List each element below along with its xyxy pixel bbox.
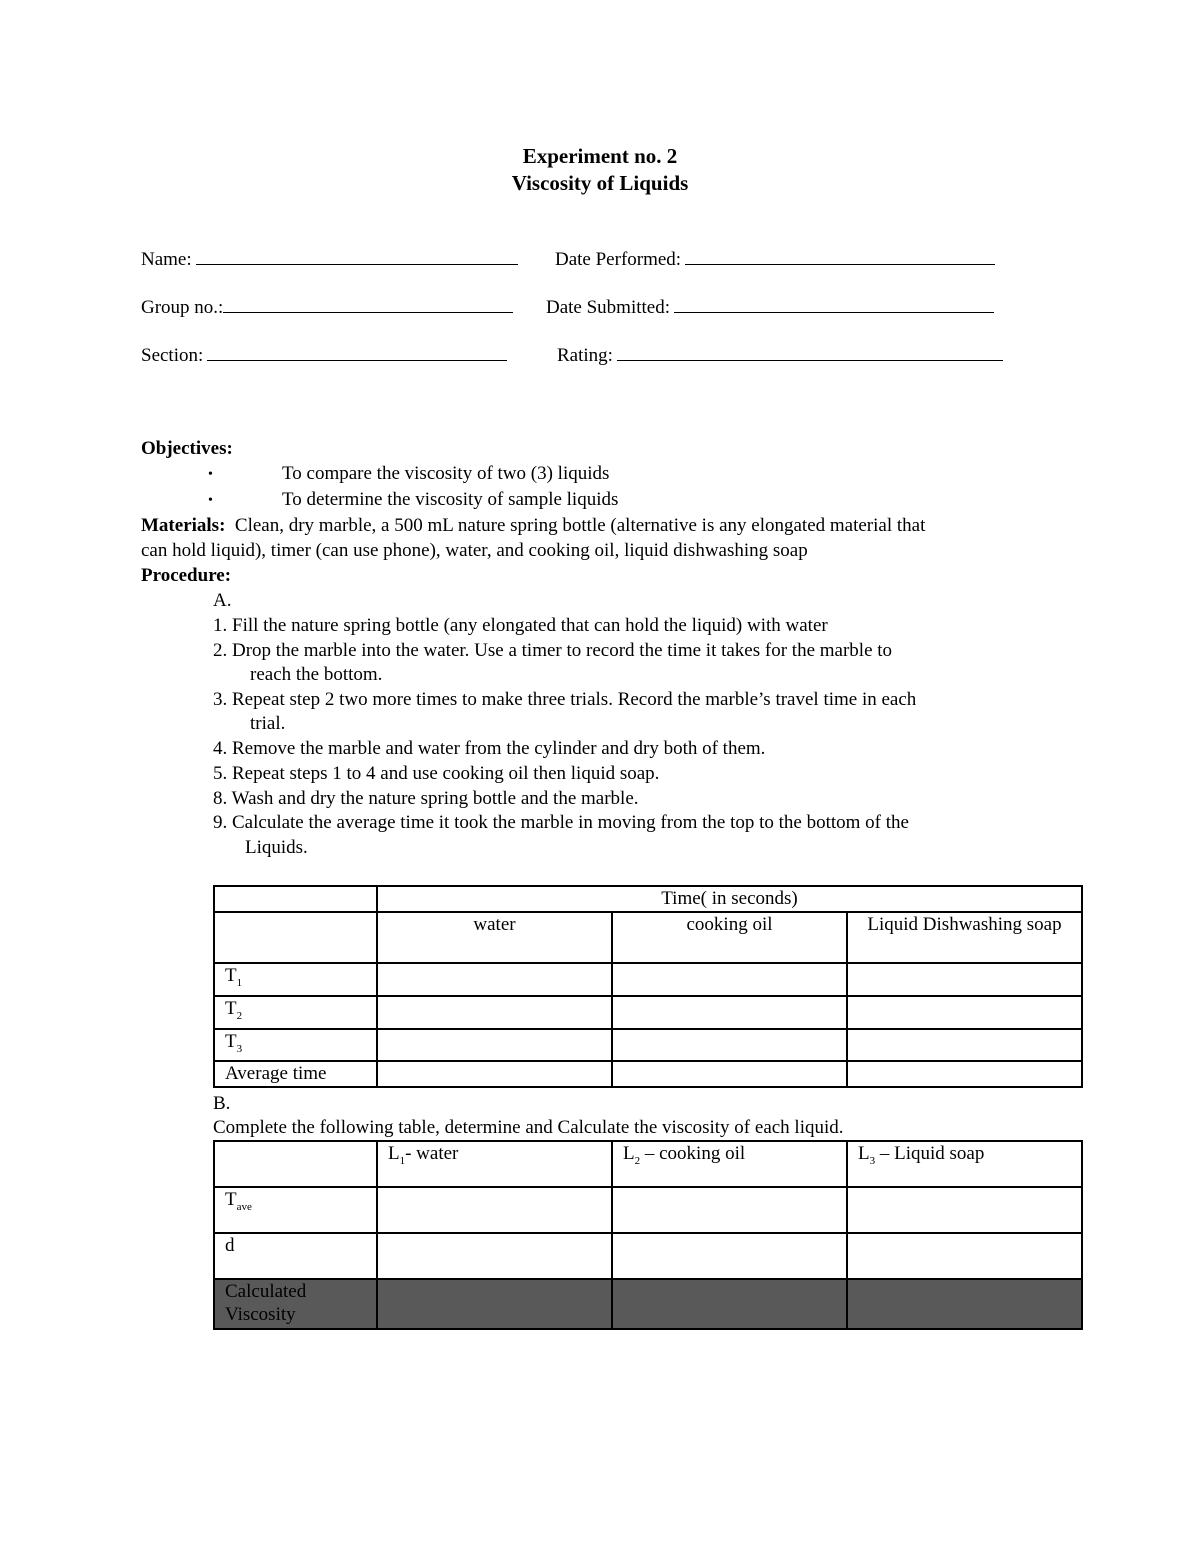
viscosity-table (213, 1140, 1083, 1330)
table-cell[interactable] (377, 1061, 612, 1087)
table-cell[interactable] (377, 1279, 612, 1329)
table-cell[interactable] (847, 1279, 1082, 1329)
table-cell[interactable] (847, 1061, 1082, 1087)
date-submitted-blank[interactable] (674, 294, 994, 313)
group-no-label: Group no.: (141, 297, 224, 318)
part-b-instruction: Complete the following table, determine and Calculate the viscosity of each liquid. (213, 1117, 844, 1138)
row-label-tave: $T_{ave}$ (214, 1187, 377, 1233)
part-a-label: A. (213, 590, 232, 611)
row-label-t3: $T_3$ (214, 1029, 377, 1062)
table-cell[interactable] (612, 1233, 847, 1279)
date-submitted-label: Date Submitted: (546, 297, 671, 318)
table-cell[interactable] (847, 1187, 1082, 1233)
section-field[interactable] (141, 342, 507, 367)
date-performed-blank[interactable] (685, 246, 995, 265)
column-header-water: water (377, 912, 612, 963)
table-cell[interactable] (612, 963, 847, 996)
table-cell[interactable] (214, 1141, 377, 1187)
row-label-t1: $T_1$ (214, 963, 377, 996)
table-cell[interactable] (377, 1233, 612, 1279)
table-cell[interactable] (612, 1187, 847, 1233)
name-field[interactable] (141, 246, 518, 271)
part-b-label: B. (213, 1093, 231, 1114)
time-group-header: Time( in seconds) (377, 886, 1082, 912)
table-cell[interactable] (377, 1187, 612, 1233)
table-row (214, 1061, 1082, 1087)
table-cell[interactable] (612, 1279, 847, 1329)
table-cell[interactable] (612, 1029, 847, 1062)
column-header-l3: $L_3$ – Liquid soap (847, 1141, 1082, 1187)
table-cell[interactable] (847, 1233, 1082, 1279)
row-label-d: d (214, 1233, 377, 1279)
materials-text-2: can hold liquid), timer (can use phone), water, and cooking oil, liquid dishwashing soap (141, 540, 808, 561)
table-row (214, 996, 1082, 1029)
table-cell[interactable] (377, 1029, 612, 1062)
bullet-icon: • (208, 467, 213, 482)
row-label-calculated-viscosity: Calculated Viscosity (214, 1279, 377, 1329)
procedure-step: 4. Remove the marble and water from the cylinder and dry both of them. (213, 738, 766, 759)
table-cell[interactable] (847, 1029, 1082, 1062)
table-cell[interactable] (847, 963, 1082, 996)
table-row (214, 1029, 1082, 1062)
procedure-step: 9. Calculate the average time it took the marble in moving from the top to the bottom of the (213, 812, 909, 833)
column-header-cooking-oil: cooking oil (612, 912, 847, 963)
rating-field[interactable] (557, 342, 1003, 367)
rating-blank[interactable] (617, 342, 1003, 361)
procedure-step: 5. Repeat steps 1 to 4 and use cooking oil then liquid soap. (213, 763, 660, 784)
date-performed-label: Date Performed: (555, 249, 682, 270)
page-subtitle: Viscosity of Liquids (511, 171, 689, 195)
date-submitted-field[interactable] (546, 294, 994, 319)
row-label-average: Average time (214, 1061, 377, 1087)
table-row (214, 912, 1082, 963)
procedure-step: 3. Repeat step 2 two more times to make three trials. Record the marble’s travel time in each (213, 689, 917, 710)
procedure-step: 1. Fill the nature spring bottle (any elongated that can hold the liquid) with water (213, 615, 828, 636)
procedure-step-cont: trial. (250, 713, 286, 734)
rating-label: Rating: (557, 345, 613, 366)
table-row (214, 886, 1082, 912)
table-cell[interactable] (612, 996, 847, 1029)
table-cell[interactable] (214, 886, 377, 912)
materials-heading: Materials: (141, 515, 226, 536)
objective-item: To compare the viscosity of two (3) liquids (282, 463, 610, 484)
table-row (214, 1141, 1082, 1187)
column-header-l1: $L_1-$ water (377, 1141, 612, 1187)
page-title: Experiment no. 2 (522, 144, 678, 168)
group-no-field[interactable] (141, 294, 513, 319)
table-cell[interactable] (214, 912, 377, 963)
materials-line (141, 515, 925, 537)
procedure-step-cont: Liquids. (245, 837, 308, 858)
section-label: Section: (141, 345, 204, 366)
table-cell[interactable] (847, 996, 1082, 1029)
name-blank[interactable] (196, 246, 518, 265)
procedure-heading: Procedure: (141, 565, 232, 586)
column-header-l2: $L_2$ – cooking oil (612, 1141, 847, 1187)
procedure-step: 8. Wash and dry the nature spring bottle and the marble. (213, 788, 639, 809)
table-row (214, 1233, 1082, 1279)
procedure-step-cont: reach the bottom. (250, 664, 383, 685)
table-row (214, 1279, 1082, 1329)
bullet-icon: • (208, 493, 213, 508)
table-cell[interactable] (377, 963, 612, 996)
time-table (213, 885, 1083, 1088)
materials-text-1: Clean, dry marble, a 500 mL nature spring bottle (alternative is any elongated material that (234, 515, 926, 536)
procedure-step: 2. Drop the marble into the water. Use a timer to record the time it takes for the marble to (213, 640, 893, 661)
table-row (214, 963, 1082, 996)
name-label: Name: (141, 249, 192, 270)
table-cell[interactable] (377, 996, 612, 1029)
section-blank[interactable] (207, 342, 507, 361)
objective-item: To determine the viscosity of sample liquids (282, 489, 619, 510)
table-row (214, 1187, 1082, 1233)
row-label-t2: $T_2$ (214, 996, 377, 1029)
column-header-liquid-soap: Liquid Dishwashing soap (847, 912, 1082, 963)
date-performed-field[interactable] (555, 246, 995, 271)
table-cell[interactable] (612, 1061, 847, 1087)
group-no-blank[interactable] (223, 294, 513, 313)
objectives-heading: Objectives: (141, 438, 233, 459)
